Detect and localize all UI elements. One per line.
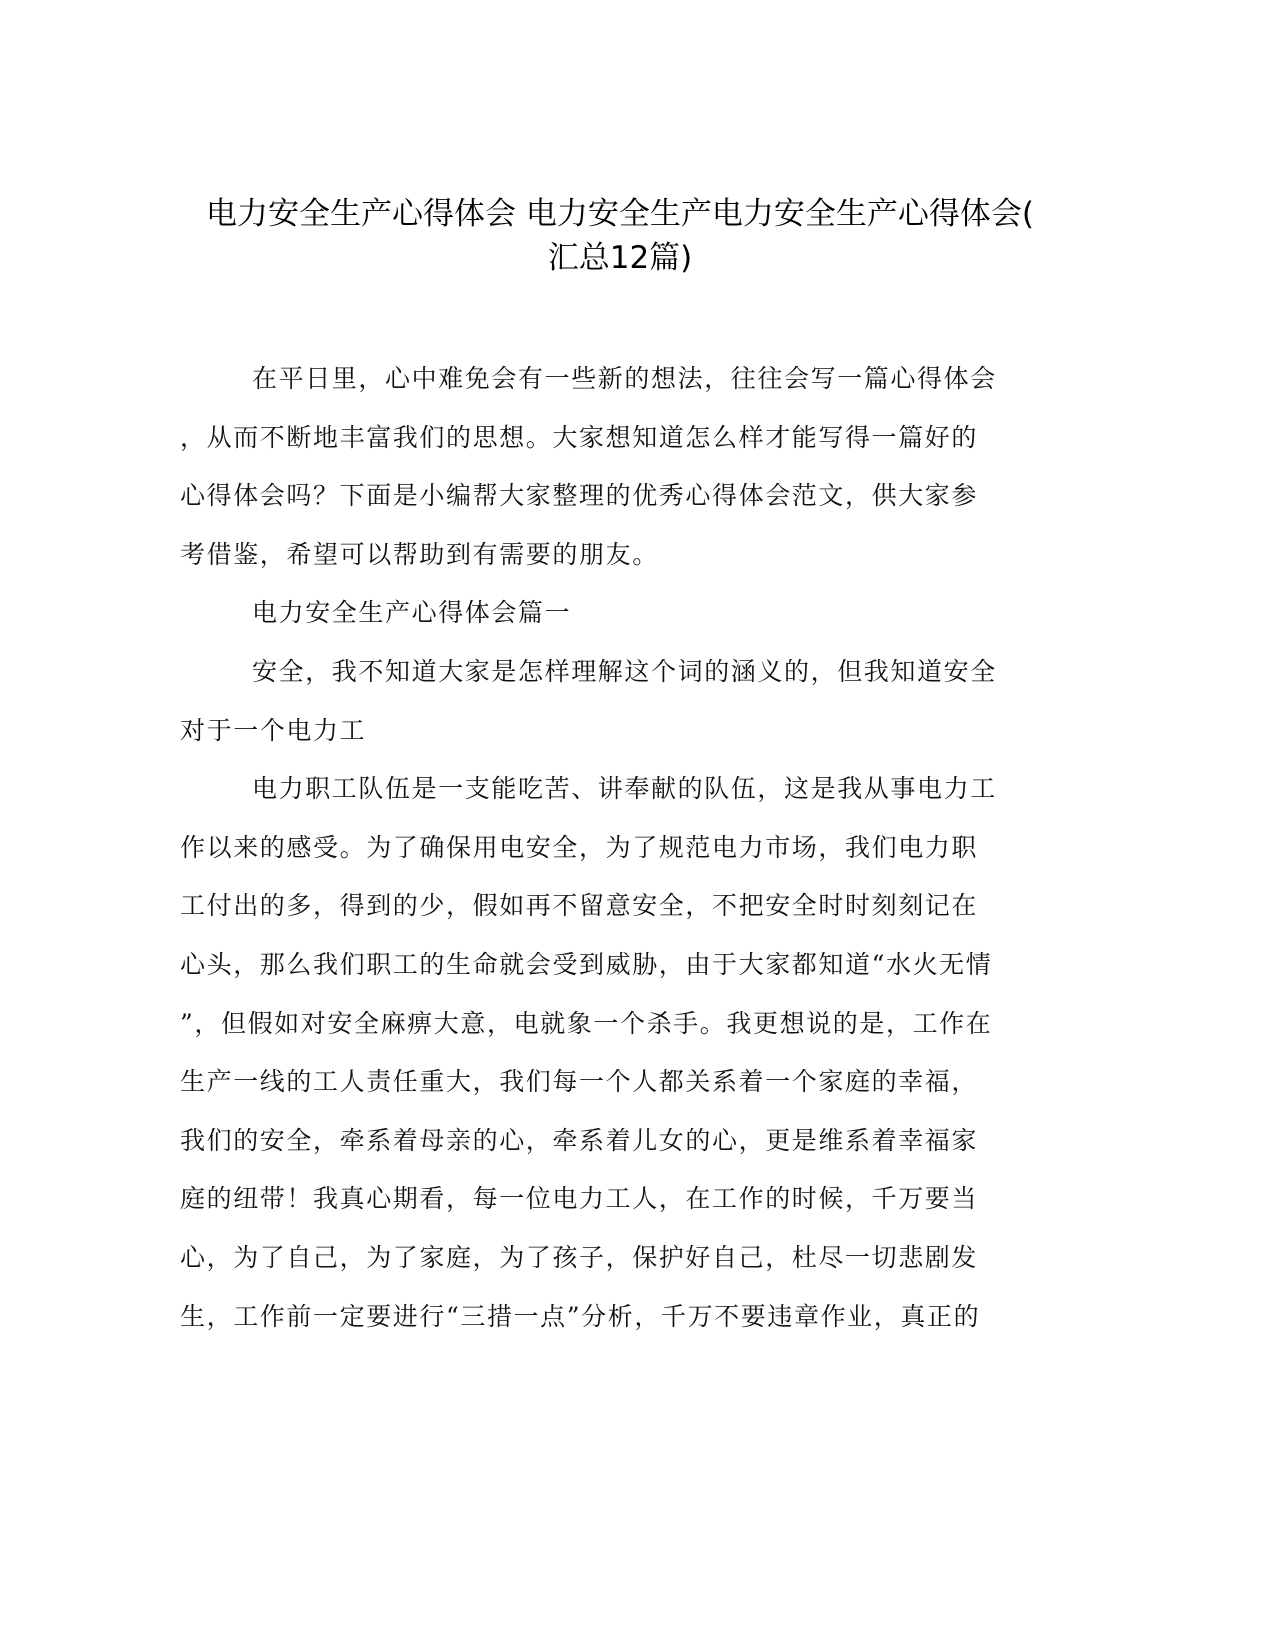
text-line: 安全，我不知道大家是怎样理解这个词的涵义的，但我知道安全: [252, 656, 997, 686]
text-line: 心得体会吗？下面是小编帮大家整理的优秀心得体会范文，供大家参: [180, 481, 979, 511]
text-line: ”，但假如对安全麻痹大意，电就象一个杀手。我更想说的是，工作在: [180, 1008, 993, 1038]
text-line: 生产一线的工人责任重大，我们每一个人都关系着一个家庭的幸福，: [180, 1067, 979, 1097]
text-line: 在平日里，心中难免会有一些新的想法，往往会写一篇心得体会: [252, 364, 997, 393]
title-line: 汇总12篇): [547, 240, 693, 276]
text-line: 我们的安全，牵系着母亲的心，牵系着儿女的心，更是维系着幸福家: [180, 1125, 979, 1155]
text-line: 心，为了自己，为了家庭，为了孩子，保护好自己，杜尽一切悲剧发: [180, 1242, 979, 1272]
text-line: 考借鉴，希望可以帮助到有需要的朋友。: [180, 539, 659, 569]
text-line: 心头，那么我们职工的生命就会受到威胁，由于大家都知道“水火无情: [180, 949, 993, 979]
text-line: 对于一个电力工: [180, 715, 367, 745]
text-line: 电力职工队伍是一支能吃苦、讲奉献的队伍，这是我从事电力工: [252, 774, 997, 804]
title-line: 电力安全生产心得体会 电力安全生产电力安全生产心得体会(: [206, 196, 1034, 232]
text-line: 生，工作前一定要进行“三措一点”分析，千万不要违章作业，真正的: [180, 1301, 981, 1331]
document-body: [180, 350, 1040, 1346]
document-title: [180, 192, 1060, 280]
text-line: 电力安全生产心得体会篇一: [252, 598, 572, 628]
text-line: 庭的纽带！我真心期看，每一位电力工人，在工作的时候，千万要当: [180, 1184, 979, 1214]
text-line: 工付出的多，得到的少，假如再不留意安全，不把安全时时刻刻记在: [180, 891, 979, 921]
text-line: 作以来的感受。为了确保用电安全，为了规范电力市场，我们电力职: [180, 832, 979, 862]
text-line: ，从而不断地丰富我们的思想。大家想知道怎么样才能写得一篇好的: [180, 422, 979, 452]
